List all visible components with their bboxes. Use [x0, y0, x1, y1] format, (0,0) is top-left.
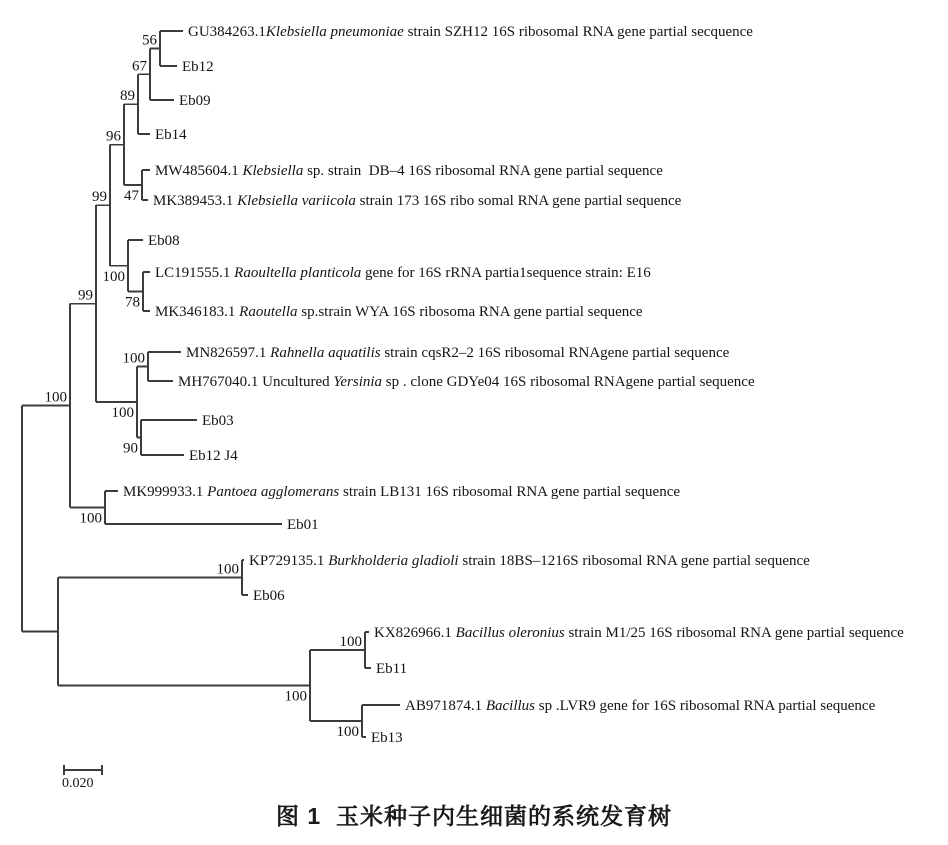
bootstrap-value: 47 [124, 188, 139, 204]
bootstrap-value: 96 [106, 128, 121, 145]
bootstrap-value: 100 [102, 268, 125, 285]
bootstrap-value: 89 [120, 88, 135, 105]
bootstrap-value: 100 [339, 634, 362, 650]
bootstrap-value: 100 [284, 688, 307, 705]
bootstrap-value: 100 [79, 510, 102, 527]
taxon-label: Eb14 [155, 127, 187, 143]
taxon-label: Eb08 [148, 233, 180, 249]
taxon-label: MW485604.1 Klebsiella sp. strain DB–4 16S ribosomal RNA gene partial sequence [155, 163, 663, 179]
bootstrap-value: 56 [142, 32, 157, 49]
bootstrap-value: 100 [216, 561, 239, 578]
bootstrap-value: 67 [132, 58, 147, 75]
taxon-label: MH767040.1 Uncultured Yersinia sp . clone GDYe04 16S ribosomal RNAgene partial sequence [178, 374, 755, 390]
taxon-label: MK346183.1 Raoutella sp.strain WYA 16S ribosoma RNA gene partial sequence [155, 304, 643, 320]
bootstrap-value: 99 [92, 189, 107, 206]
taxon-label: Eb11 [376, 661, 408, 677]
bootstrap-value: 99 [78, 287, 93, 304]
bootstrap-value: 100 [111, 405, 134, 421]
bootstrap-value: 100 [336, 724, 359, 740]
taxon-label: GU384263.1Klebsiella pneumoniae strain SZH12 16S ribosomal RNA gene partial secquence [188, 24, 753, 40]
taxon-label: Eb12 [182, 59, 214, 75]
taxon-label: LC191555.1 Raoultella planticola gene for 16S rRNA partia1sequence strain: E16 [155, 265, 651, 281]
scale-bar-label: 0.020 [62, 776, 94, 791]
taxon-label: Eb09 [179, 93, 211, 109]
bootstrap-value: 90 [123, 440, 138, 457]
scale-bar [62, 765, 102, 791]
taxon-label: Eb03 [202, 413, 234, 429]
taxon-label: Eb12 J4 [189, 448, 238, 464]
taxon-label: Eb13 [371, 730, 403, 746]
taxon-label: Eb01 [287, 517, 319, 533]
taxon-label: Eb06 [253, 588, 285, 604]
taxon-label: MK389453.1 Klebsiella variicola strain 173 16S ribo somal RNA gene partial sequence [153, 193, 682, 209]
taxon-label: MN826597.1 Rahnella aquatilis strain cqsR2–2 16S ribosomal RNAgene partial sequence [186, 345, 730, 361]
figure-caption: 图 1 玉米种子内生细菌的系统发育树 [276, 803, 672, 829]
tree-labels [45, 24, 905, 746]
bootstrap-value: 100 [44, 389, 67, 406]
taxon-label: KP729135.1 Burkholderia gladioli strain 18BS–1216S ribosomal RNA gene partial sequence [249, 553, 810, 569]
taxon-label: AB971874.1 Bacillus sp .LVR9 gene for 16S ribosomal RNA partial sequence [405, 698, 876, 714]
bootstrap-value: 78 [125, 294, 140, 311]
taxon-label: KX826966.1 Bacillus oleronius strain M1/25 16S ribosomal RNA gene partial sequence [374, 625, 904, 641]
bootstrap-value: 100 [122, 350, 145, 367]
taxon-label: MK999933.1 Pantoea agglomerans strain LB131 16S ribosomal RNA gene partial sequence [123, 484, 681, 500]
